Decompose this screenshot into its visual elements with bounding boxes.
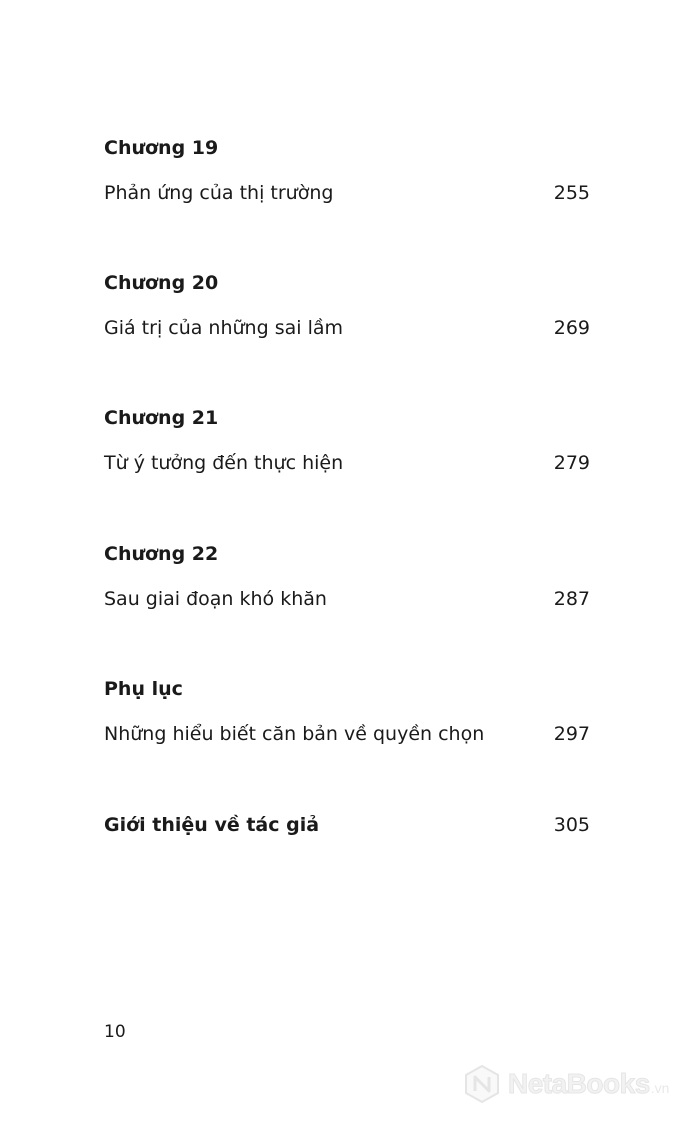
chapter-20-page: 269: [553, 317, 590, 339]
chapter-19-heading: Chương 19: [104, 137, 219, 159]
page-number: 10: [104, 1022, 126, 1042]
appendix-title[interactable]: Những hiểu biết căn bản về quyền chọn: [104, 723, 485, 745]
chapter-21-title[interactable]: Từ ý tưởng đến thực hiện: [104, 452, 344, 474]
chapter-20-title[interactable]: Giá trị của những sai lầm: [104, 317, 343, 339]
about-author-title[interactable]: Giới thiệu về tác giả: [104, 814, 320, 836]
chapter-22-heading: Chương 22: [104, 543, 219, 565]
appendix-heading: Phụ lục: [104, 678, 183, 700]
watermark-brand: NetaBooks: [508, 1068, 650, 1099]
about-author-page: 305: [553, 814, 590, 836]
chapter-22-title[interactable]: Sau giai đoạn khó khăn: [104, 588, 327, 610]
chapter-19-title[interactable]: Phản ứng của thị trường: [104, 182, 334, 204]
chapter-21-heading: Chương 21: [104, 407, 219, 429]
watermark: [462, 1062, 690, 1106]
watermark-suffix: .vn: [650, 1080, 670, 1096]
chapter-19-page: 255: [553, 182, 590, 204]
appendix-page: 297: [553, 723, 590, 745]
netabooks-logo-icon: [462, 1064, 502, 1104]
chapter-22-page: 287: [553, 588, 590, 610]
chapter-20-heading: Chương 20: [104, 272, 219, 294]
chapter-21-page: 279: [553, 452, 590, 474]
